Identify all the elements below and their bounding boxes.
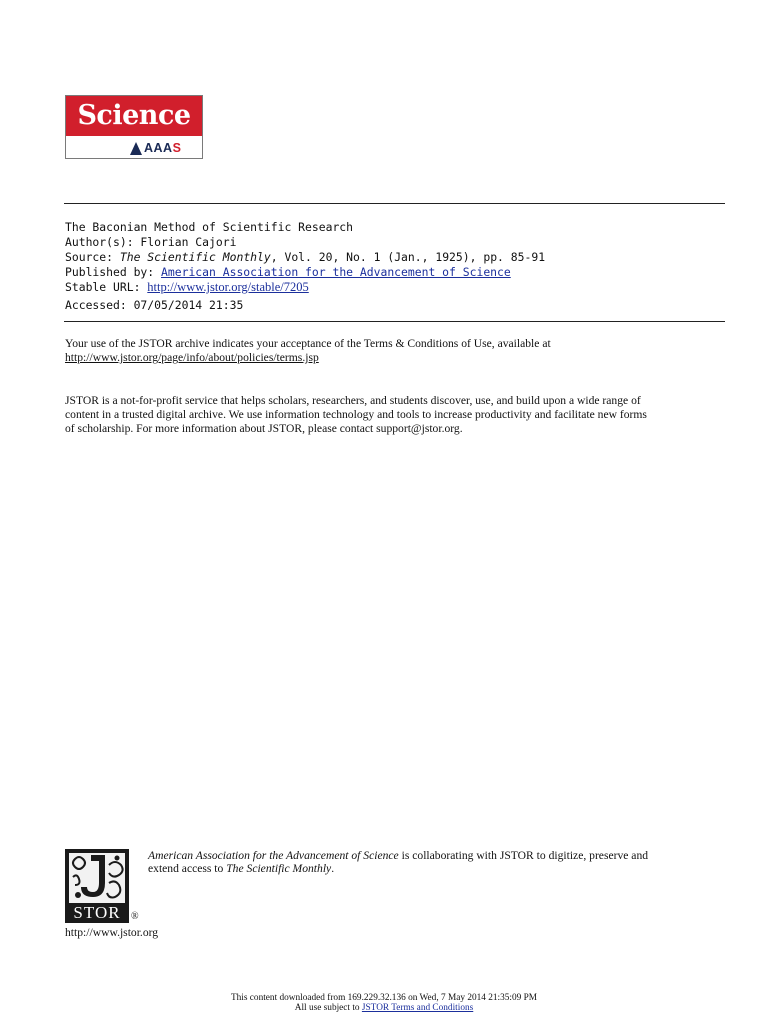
footer-terms-link[interactable]: JSTOR Terms and Conditions <box>361 1003 474 1013</box>
collaboration-journal: The Scientific Monthly <box>226 862 332 875</box>
about-line-2: content in a trusted digital archive. We use information technology and tools to increase productivity and facilitate new forms <box>65 408 647 421</box>
collaboration-org: American Association for the Advancement of Science <box>148 849 399 862</box>
footer-download-line: This content downloaded from 169.229.32.136 on Wed, 7 May 2014 21:35:09 PM <box>230 993 538 1003</box>
article-accessed: Accessed: 07/05/2014 21:35 <box>65 298 244 312</box>
terms-text: Your use of the JSTOR archive indicates your acceptance of the Terms & Conditions of Use, available at <box>65 337 551 350</box>
middle-divider <box>64 321 725 322</box>
science-wordmark: Science <box>66 96 202 136</box>
registered-mark: ® <box>131 911 139 922</box>
jstor-ornament-icon <box>69 853 125 903</box>
aaas-triangle-icon <box>130 142 142 155</box>
collaboration-line-2 <box>148 862 334 876</box>
about-line-3: of scholarship. For more information about JSTOR, please contact support@jstor.org. <box>65 422 463 435</box>
article-publisher <box>65 265 511 280</box>
jstor-logo-wordmark: STOR <box>73 903 121 922</box>
article-stable-url <box>65 280 309 295</box>
source-label: Source: <box>65 250 120 264</box>
footer-use-prefix: All use subject to <box>294 1003 362 1013</box>
stable-url-link[interactable]: http://www.jstor.org/stable/7205 <box>147 280 309 294</box>
aaas-text-s: S <box>172 141 182 155</box>
about-line-1: JSTOR is a not-for-profit service that helps scholars, researchers, and students discover, use, and build upon a wide range of <box>65 394 641 407</box>
source-journal: The Scientific Monthly <box>119 250 271 264</box>
collaboration-suffix: . <box>331 862 335 875</box>
article-source <box>65 250 545 265</box>
science-logo <box>65 95 203 159</box>
collaboration-line-1 <box>148 849 648 863</box>
top-divider <box>64 203 725 204</box>
aaas-wordmark <box>130 140 181 156</box>
article-author: Author(s): Florian Cajori <box>65 235 237 249</box>
article-title: The Baconian Method of Scientific Research <box>65 220 354 234</box>
collaboration-text: is collaborating with JSTOR to digitize, preserve and <box>398 849 649 862</box>
terms-url-link[interactable]: http://www.jstor.org/page/info/about/policies/terms.jsp <box>65 351 319 364</box>
jstor-url: http://www.jstor.org <box>65 926 159 939</box>
source-details: , Vol. 20, No. 1 (Jan., 1925), pp. 85-91 <box>270 250 546 264</box>
published-label: Published by: <box>65 265 162 279</box>
jstor-logo <box>65 849 129 923</box>
publisher-link[interactable]: American Association for the Advancement of Science <box>161 265 511 279</box>
collaboration-prefix: extend access to <box>148 862 227 875</box>
aaas-text: AAA <box>144 141 173 155</box>
footer-use-line <box>0 1003 768 1014</box>
stable-url-label: Stable URL: <box>65 280 148 294</box>
